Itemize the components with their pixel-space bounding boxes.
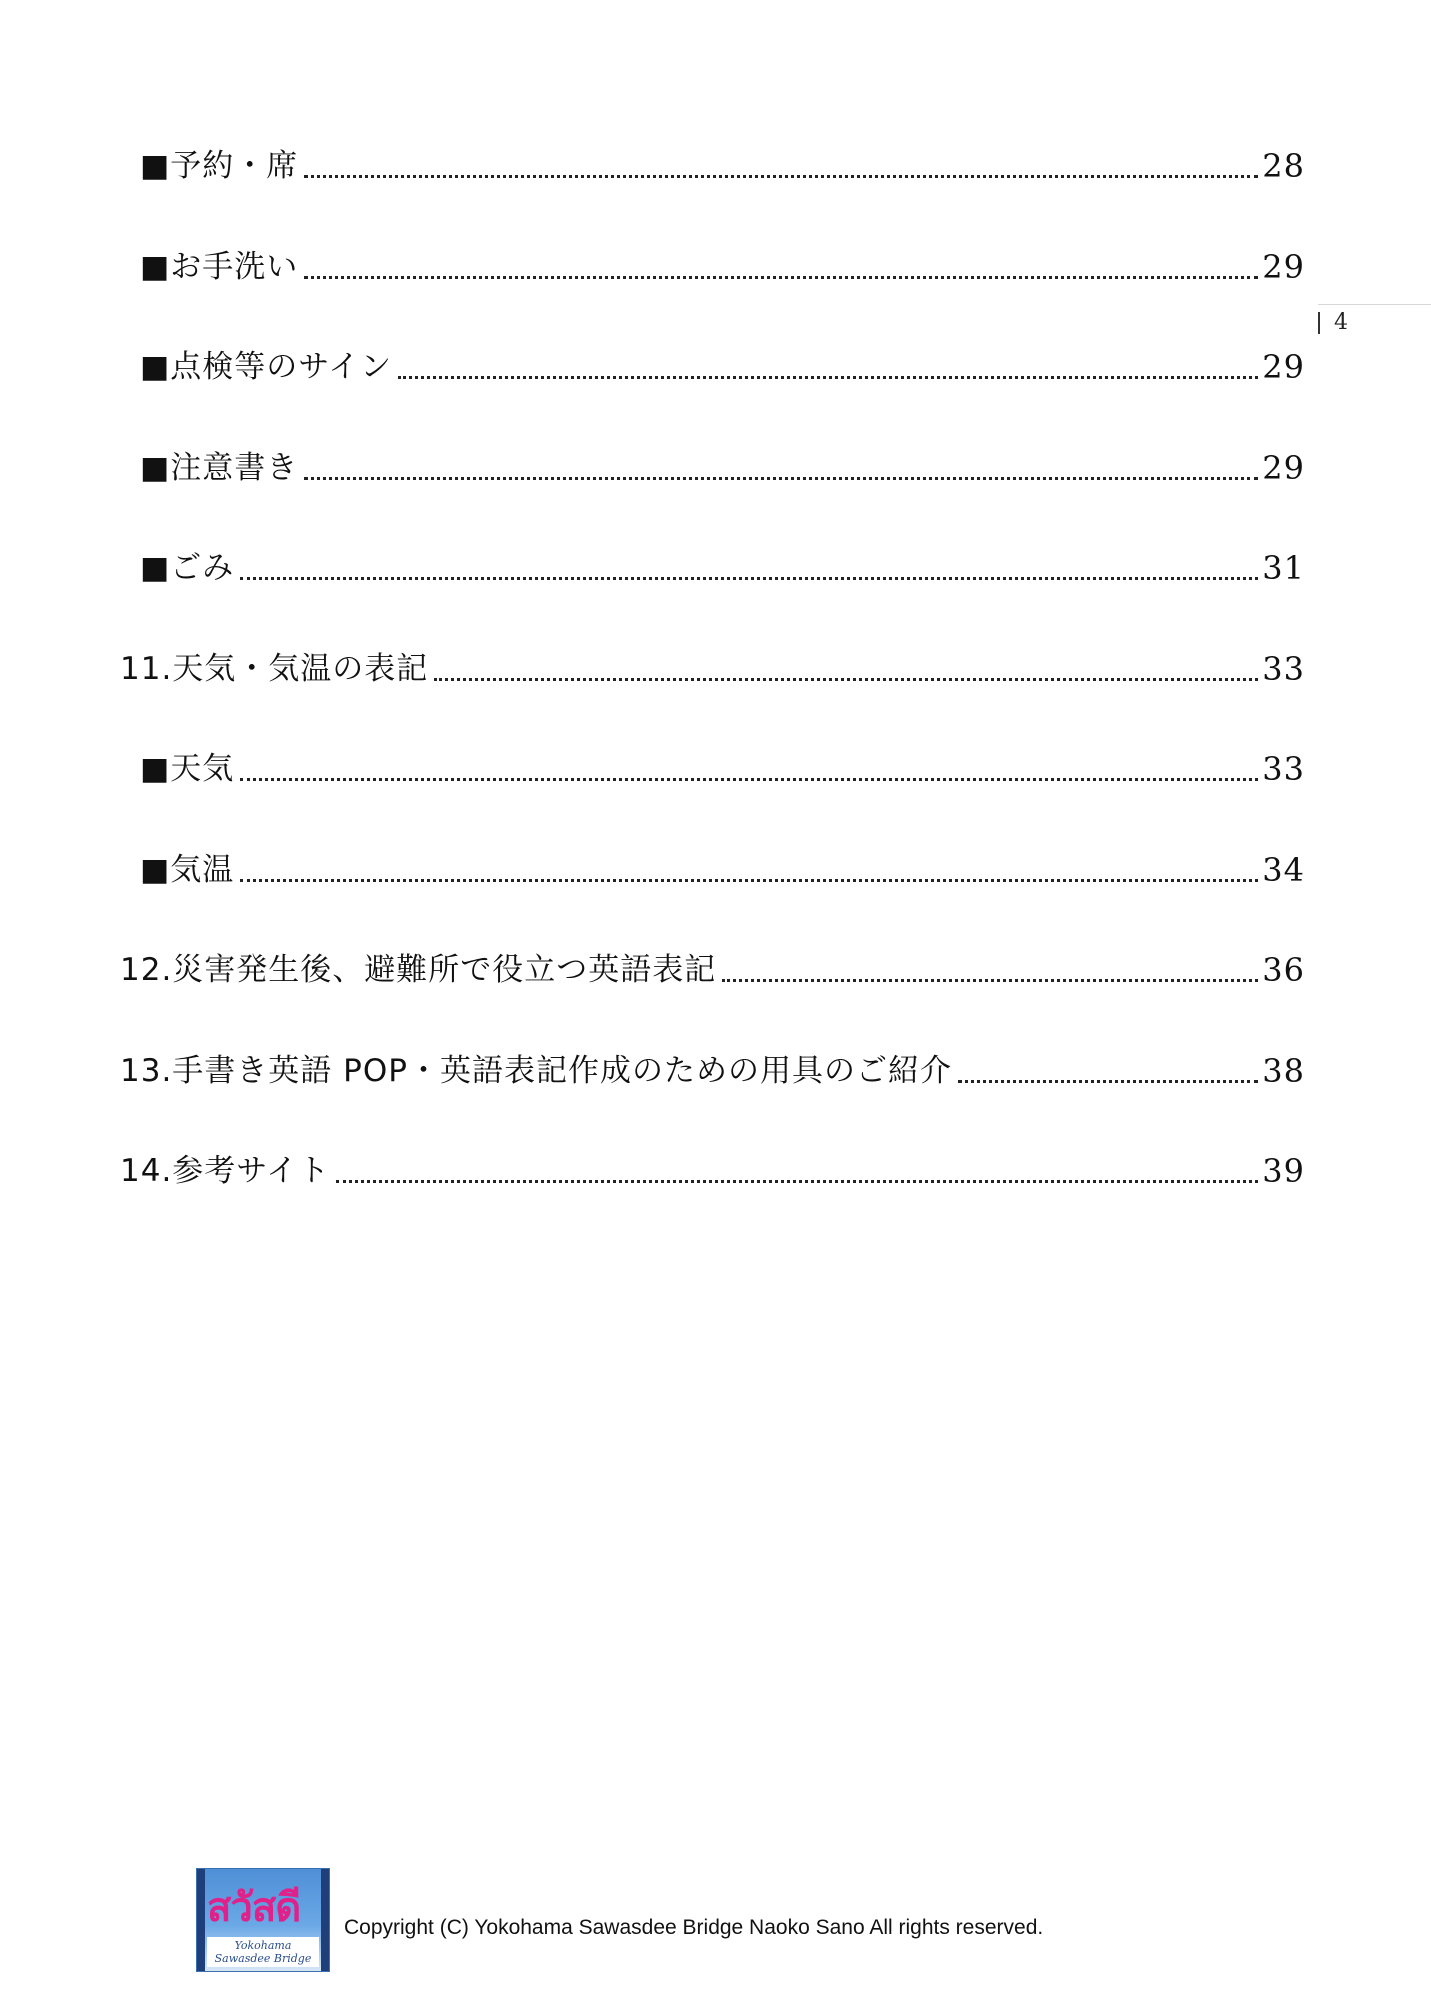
toc-dot-leader bbox=[304, 276, 1258, 279]
toc-entry-page: 29 bbox=[1262, 449, 1305, 487]
logo-caption-line2: Sawasdee Bridge bbox=[214, 1952, 312, 1965]
toc-entry bbox=[140, 142, 1305, 190]
toc-entry-label: ■ごみ bbox=[140, 550, 235, 586]
toc-entry-page: 31 bbox=[1262, 549, 1305, 587]
toc-entry bbox=[140, 444, 1305, 492]
toc-dot-leader bbox=[240, 577, 1258, 580]
toc-dot-leader bbox=[434, 678, 1258, 681]
toc-entry-label: 12.災害発生後、避難所で役立つ英語表記 bbox=[120, 952, 717, 988]
toc-entry-page: 36 bbox=[1262, 951, 1305, 989]
page-number-rule bbox=[1318, 304, 1431, 305]
toc-entry bbox=[120, 946, 1305, 994]
page-number bbox=[1318, 310, 1348, 335]
toc-entry bbox=[120, 645, 1305, 693]
toc-entry-page: 29 bbox=[1262, 348, 1305, 386]
toc-dot-leader bbox=[240, 879, 1258, 882]
toc-entry-label: ■天気 bbox=[140, 751, 235, 787]
toc-entry-label: ■点検等のサイン bbox=[140, 349, 393, 385]
toc-entry-page: 28 bbox=[1262, 147, 1305, 185]
toc-dot-leader bbox=[304, 175, 1258, 178]
logo-pillar-left bbox=[197, 1869, 205, 1972]
toc-entry-label: ■予約・席 bbox=[140, 148, 299, 184]
toc-entry-label: ■注意書き bbox=[140, 450, 299, 486]
toc-entry-page: 34 bbox=[1262, 851, 1305, 889]
toc-entry-label: 11.天気・気温の表記 bbox=[120, 651, 429, 687]
toc-entry bbox=[120, 1047, 1305, 1095]
toc-dot-leader bbox=[398, 376, 1258, 379]
toc-dot-leader bbox=[336, 1180, 1258, 1183]
page-number-value: 4 bbox=[1334, 310, 1348, 335]
toc-entry-page: 33 bbox=[1262, 750, 1305, 788]
toc-entry bbox=[140, 243, 1305, 291]
toc-dot-leader bbox=[722, 979, 1258, 982]
toc-entry-page: 29 bbox=[1262, 248, 1305, 286]
toc-entry-label: ■気温 bbox=[140, 852, 235, 888]
toc-dot-leader bbox=[958, 1080, 1258, 1083]
toc-dot-leader bbox=[240, 778, 1258, 781]
logo-caption-line1: Yokohama bbox=[234, 1939, 292, 1952]
toc-entry bbox=[140, 745, 1305, 793]
toc-entry-label: 14.参考サイト bbox=[120, 1153, 331, 1189]
copyright-notice: Copyright (C) Yokohama Sawasdee Bridge Naoko Sano All rights reserved. bbox=[344, 1916, 1044, 1939]
toc-entry-page: 39 bbox=[1262, 1152, 1305, 1190]
page-number-bar bbox=[1318, 312, 1320, 334]
toc-entry-label: 13.手書き英語 POP・英語表記作成のための用具のご紹介 bbox=[120, 1053, 952, 1089]
sawasdee-bridge-logo bbox=[196, 1868, 330, 1972]
logo-pillar-right bbox=[321, 1869, 329, 1972]
toc-entry bbox=[140, 846, 1305, 894]
toc-entry bbox=[140, 343, 1305, 391]
toc-entry-label: ■お手洗い bbox=[140, 249, 299, 285]
logo-caption bbox=[207, 1937, 319, 1967]
toc-entry-page: 33 bbox=[1262, 650, 1305, 688]
toc-entry-page: 38 bbox=[1262, 1052, 1305, 1090]
logo-thai-text: สวัสดี bbox=[207, 1885, 301, 1931]
toc-dot-leader bbox=[304, 477, 1258, 480]
toc-entry bbox=[120, 1147, 1305, 1195]
toc-entry bbox=[140, 544, 1305, 592]
